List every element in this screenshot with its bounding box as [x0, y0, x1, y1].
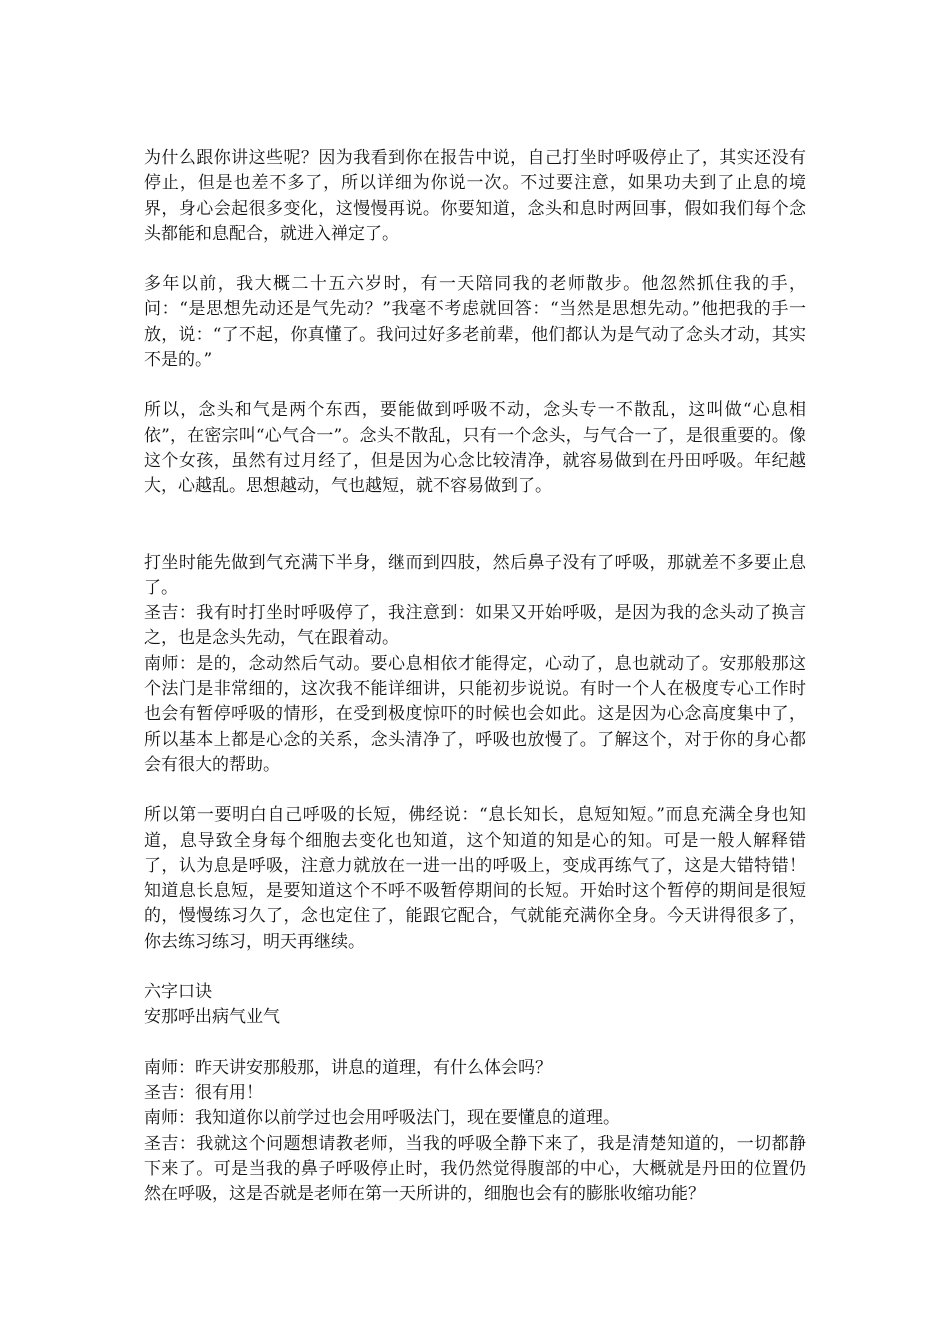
dialogue-nanshi-2: 南师：昨天讲安那般那，讲息的道理，有什么体会吗？ [144, 1057, 552, 1078]
paragraph-mind-breath: 所以，念头和气是两个东西，要能做到呼吸不动，念头专一不散乱，这叫做“心息相依”，在密宗叫“心气合一”。念头不散乱，只有一个念头，与气合一了，是很重要的。像这个女孩，虽然有过月经了，但是因为心念比较清净，就容易做到在丹田呼吸。年纪越大，心越乱。思想越动，气也越短，就不容易做到了。 [144, 400, 806, 497]
section-heading: 六字口诀 [144, 982, 212, 1003]
dialogue-shengji-3: 圣吉：我就这个问题想请教老师，当我的呼吸全静下来了，我是清楚知道的，一切都静下来了。可是当我的鼻子呼吸停止时，我仍然觉得腹部的中心，大概就是丹田的位置仍然在呼吸，这是否就是老师在第一天所讲的，细胞也会有的膨胀收缩功能？ [144, 1133, 806, 1205]
paragraph-gap-large [144, 500, 806, 551]
paragraph-breath-length: 所以第一要明白自己呼吸的长短，佛经说：“息长知长，息短知短。”而息充满全身也知道，息导致全身每个细胞去变化也知道，这个知道的知是心的知。可是一般人解释错了，认为息是呼吸，注意力就放在一进一出的呼吸上，变成再练气了，这是大错特错！知道息长息短，是要知道这个不呼不吸暂停期间的长短。开始时这个暂停的期间是很短的，慢慢练习久了，念也定住了，能跟它配合，气就能充满你全身。今天讲得很多了，你去练习练习，明天再继续。 [144, 805, 806, 952]
paragraph-teacher-walk: 多年以前，我大概二十五六岁时，有一天陪同我的老师散步。他忽然抓住我的手，问：“是思想先动还是气先动？”我毫不考虑就回答：“当然是思想先动。”他把我的手一放，说：“了不起，你真懂了。我问过好多老前辈，他们都认为是气动了念头才动，其实不是的。” [144, 274, 806, 371]
document-body [144, 146, 806, 1207]
dialogue-nanshi-3: 南师：我知道你以前学过也会用呼吸法门，现在要懂息的道理。 [144, 1108, 620, 1129]
paragraph-gap [144, 778, 806, 803]
paragraph-sitting-breath: 打坐时能先做到气充满下半身，继而到四肢，然后鼻子没有了呼吸，那就差不多要止息了。 [144, 552, 806, 598]
dialogue-nanshi-1: 南师：是的，念动然后气动。要心息相依才能得定，心动了，息也就动了。安那般那这个法门是非常细的，这次我不能详细讲，只能初步说说。有时一个人在极度专心工作时也会有暂停呼吸的情形，在受到极度惊吓的时候也会如此。这是因为心念高度集中了，所以基本上都是心念的关系，念头清净了，呼吸也放慢了。了解这个，对于你的身心都会有很大的帮助。 [144, 653, 806, 775]
paragraph-gap [144, 955, 806, 980]
paragraph-gap [144, 373, 806, 398]
dialogue-shengji-1: 圣吉：我有时打坐时呼吸停了，我注意到：如果又开始呼吸，是因为我的念头动了换言之，也是念头先动，气在跟着动。 [144, 603, 806, 649]
paragraph-gap [144, 247, 806, 272]
dialogue-shengji-2: 圣吉：很有用！ [144, 1082, 263, 1103]
section-subheading: 安那呼出病气业气 [144, 1007, 280, 1028]
paragraph-gap [144, 1031, 806, 1056]
paragraph-why-explain: 为什么跟你讲这些呢？因为我看到你在报告中说，自己打坐时呼吸停止了，其实还没有停止，但是也差不多了，所以详细为你说一次。不过要注意，如果功夫到了止息的境界，身心会起很多变化，这慢慢再说。你要知道，念头和息时两回事，假如我们每个念头都能和息配合，就进入禅定了。 [144, 148, 806, 244]
